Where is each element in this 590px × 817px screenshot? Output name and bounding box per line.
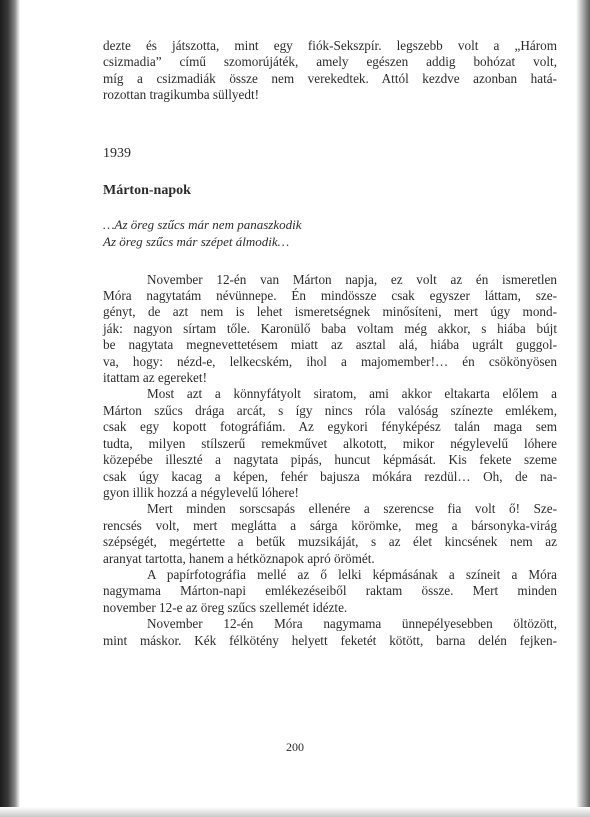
text-line: gyon illik hozzá a négylevelű lóhere!: [103, 484, 299, 500]
text-line: gényt, de azt nem is lehet ismeretségnek minősíteni, mert úgy mond-: [103, 304, 557, 320]
text-line: nagymama Márton-napi emlékezéseiből raktam össze. Mert minden: [103, 583, 557, 599]
text-line: míg a csizmadiák össze nem verekedtek. Attól kezdve azonban hatá-: [103, 70, 557, 86]
text-line: aranyat tartotta, hanem a hétköznapok apró örömét.: [103, 550, 375, 566]
motto: [103, 216, 557, 250]
paragraph: [103, 272, 557, 387]
text-line: mint máskor. Kék félkötény helyett feketét kötött, barna delén fejken-: [103, 632, 557, 648]
text-line: A papírfotográfia mellé az ő lelki képmásának a színeit a Móra: [147, 566, 557, 582]
text-line: Most azt a könnyfátyolt siratom, ami akkor eltakarta előlem a: [147, 386, 557, 402]
text-line: csak úgy kacag a képen, fehér bajusza mókára rezdül… Oh, de na-: [103, 468, 557, 484]
text-line: dezte és játszotta, mint egy fiók-Sekszpír. legszebb volt a „Három: [103, 38, 557, 53]
chapter-title: Márton-napok: [103, 182, 191, 198]
text-line: tudta, milyen stílszerű remekművet alkotott, mikor négylevelű lóhere: [103, 435, 557, 451]
text-line: itattam az egereket!: [103, 370, 207, 386]
text-line: rozottan tragikumba süllyedt!: [103, 87, 260, 103]
text-line: rencsés volt, mert meglátta a sárga körömke, meg a bársonyka-virág: [103, 517, 557, 533]
text-line: be nagytata megnevettetésem miatt az asztal alá, hiába ugrált guggol-: [103, 337, 557, 353]
section-year: 1939: [103, 145, 131, 161]
motto-line: Az öreg szűcs már szépet álmodik…: [103, 233, 290, 249]
text-line: ják: nagyon sírtam tőle. Karonülő baba voltam még akkor, s hiába bújt: [103, 320, 557, 336]
text-line: Mert minden sorscsapás ellenére a szerencse fia volt ő! Sze-: [147, 501, 557, 517]
motto-line: …Az öreg szűcs már nem panaszkodik: [103, 216, 302, 232]
page-number: 200: [286, 740, 304, 754]
text-line: Márton szűcs drága arcát, s így nincs róla valóság színezte emlékem,: [103, 402, 557, 418]
text-line: szépségét, megértette a betűk muzsikáját, s az élet kincsének nem az: [103, 534, 557, 550]
scan-bottom-shadow: [0, 807, 590, 817]
text-line: közepébe illeszté a nagytata pipás, huncut képmását. Kis fekete szeme: [103, 452, 557, 468]
chapter-body: [103, 272, 557, 649]
text-line: november 12-e az öreg szűcs szellemét idézte.: [103, 599, 348, 615]
paragraph: [103, 567, 557, 616]
intro-paragraph: [103, 38, 557, 104]
page-content: [103, 38, 557, 649]
paragraph: [103, 386, 557, 501]
text-line: csak egy kopott fotográfiám. Az egykori fényképész talán maga sem: [103, 419, 557, 435]
paragraph: [103, 501, 557, 567]
text-line: November 12-én Móra nagymama ünnepélyesebben öltözött,: [147, 616, 557, 632]
scan-binding-shadow: [0, 0, 20, 817]
text-line: csizmadia” című szomorújáték, amely egészen addig bohózat volt,: [103, 54, 557, 70]
text-line: va, hogy: nézd-e, lelkecském, ihol a majomember!… én csökönyösen: [103, 353, 557, 369]
scan-edge-shadow: [576, 0, 590, 817]
text-line: November 12-én van Márton napja, ez volt az én ismeretlen: [147, 271, 557, 287]
text-line: Móra nagytatám névünnepe. Én mindössze csak egyszer láttam, sze-: [103, 288, 557, 304]
paragraph: [103, 616, 557, 649]
